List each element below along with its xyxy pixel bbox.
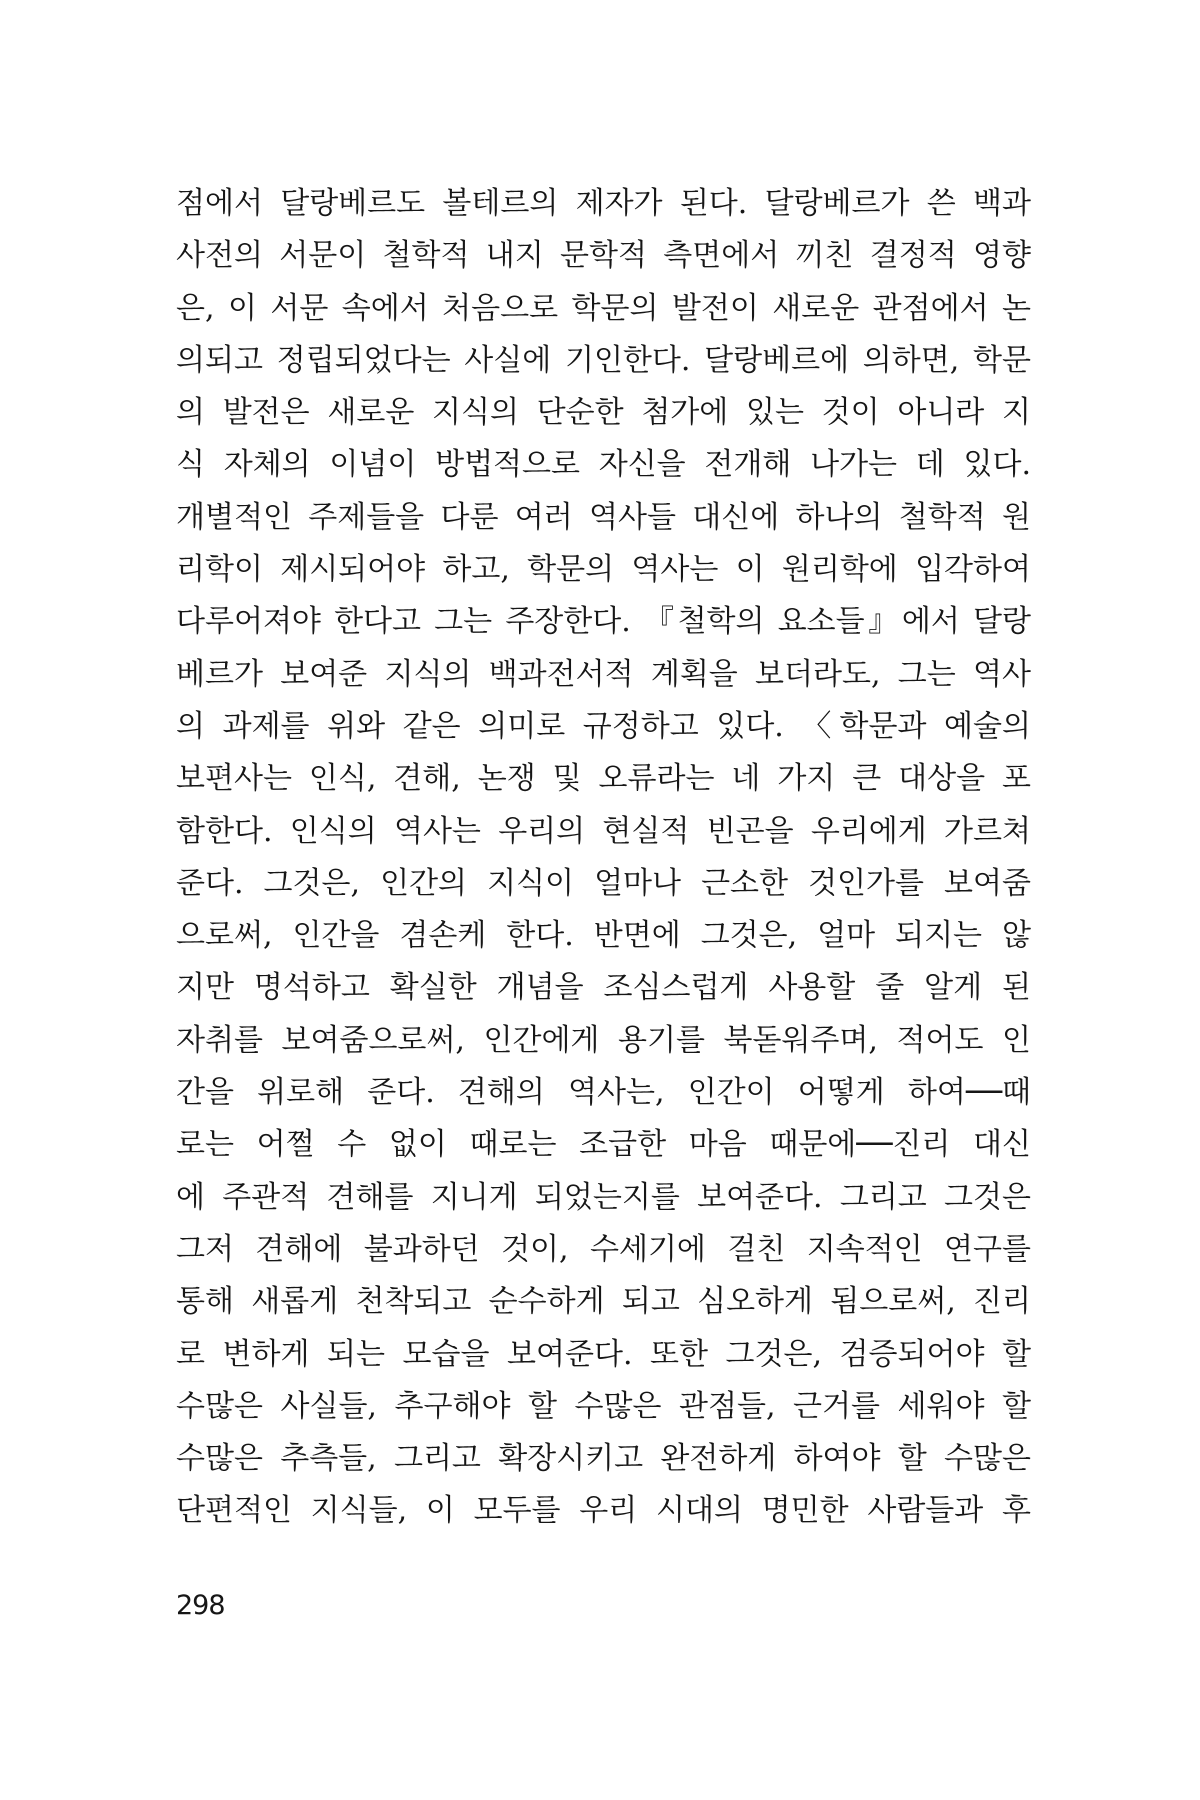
text-line: 으로써, 인간을 겸손케 한다. 반면에 그것은, 얼마 되지는 않 <box>176 918 1031 954</box>
text-line: 수많은 추측들, 그리고 확장시키고 완전하게 하여야 할 수많은 <box>176 1441 1031 1477</box>
text-line: 준다. 그것은, 인간의 지식이 얼마나 근소한 것인가를 보여줌 <box>176 865 1031 901</box>
text-line: 점에서 달랑베르도 볼테르의 제자가 된다. 달랑베르가 쓴 백과 <box>176 186 1031 221</box>
body-text <box>176 178 1031 1538</box>
text-line: 에 주관적 견해를 지니게 되었는지를 보여준다. 그리고 그것은 <box>176 1179 1031 1215</box>
text-line: 개별적인 주제들을 다룬 여러 역사들 대신에 하나의 철학적 원 <box>176 499 1031 535</box>
text-line: 단편적인 지식들, 이 모두를 우리 시대의 명민한 사람들과 후 <box>176 1493 1031 1529</box>
text-line: 사전의 서문이 철학적 내지 문학적 측면에서 끼친 결정적 영향 <box>176 238 1031 274</box>
text-line: 지만 명석하고 확실한 개념을 조심스럽게 사용할 줄 알게 된 <box>176 970 1031 1006</box>
page-number: 298 <box>176 1590 225 1621</box>
text-line: 의 발전은 새로운 지식의 단순한 첨가에 있는 것이 아니라 지 <box>176 395 1031 431</box>
text-line: 은, 이 서문 속에서 처음으로 학문의 발전이 새로운 관점에서 논 <box>176 290 1031 326</box>
text-line: 의되고 정립되었다는 사실에 기인한다. 달랑베르에 의하면, 학문 <box>176 342 1031 378</box>
text-line: 함한다. 인식의 역사는 우리의 현실적 빈곤을 우리에게 가르쳐 <box>176 813 1031 849</box>
text-line: 로는 어쩔 수 없이 때로는 조급한 마음 때문에──진리 대신 <box>176 1127 1031 1163</box>
text-line: 그저 견해에 불과하던 것이, 수세기에 걸친 지속적인 연구를 <box>176 1231 1031 1267</box>
text-line: 베르가 보여준 지식의 백과전서적 계획을 보더라도, 그는 역사 <box>176 656 1031 692</box>
text-line: 자취를 보여줌으로써, 인간에게 용기를 북돋워주며, 적어도 인 <box>176 1022 1031 1058</box>
text-line: 로 변하게 되는 모습을 보여준다. 또한 그것은, 검증되어야 할 <box>176 1336 1031 1372</box>
text-line: 다루어져야 한다고 그는 주장한다. 『철학의 요소들』에서 달랑 <box>176 604 1031 640</box>
text-line: 의 과제를 위와 같은 의미로 규정하고 있다. 〈학문과 예술의 <box>176 708 1031 744</box>
text-line: 보편사는 인식, 견해, 논쟁 및 오류라는 네 가지 큰 대상을 포 <box>176 761 1031 797</box>
text-line: 간을 위로해 준다. 견해의 역사는, 인간이 어떻게 하여──때 <box>176 1075 1031 1111</box>
text-line: 리학이 제시되어야 하고, 학문의 역사는 이 원리학에 입각하여 <box>176 552 1031 588</box>
text-line: 통해 새롭게 천착되고 순수하게 되고 심오하게 됨으로써, 진리 <box>176 1284 1031 1320</box>
text-line: 식 자체의 이념이 방법적으로 자신을 전개해 나가는 데 있다. <box>176 447 1031 483</box>
text-line: 수많은 사실들, 추구해야 할 수많은 관점들, 근거를 세워야 할 <box>176 1388 1031 1424</box>
